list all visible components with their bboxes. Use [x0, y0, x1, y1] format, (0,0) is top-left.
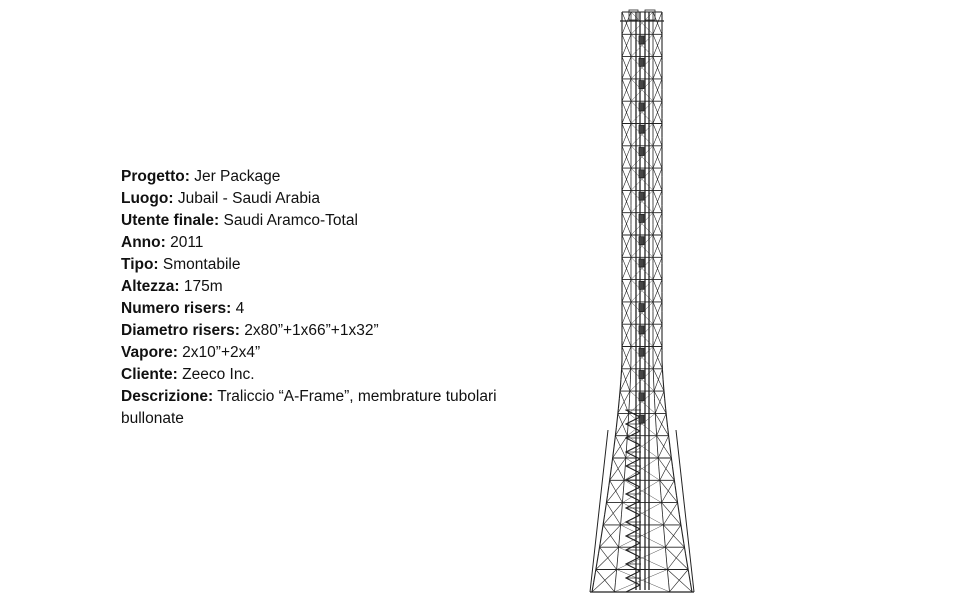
tower-inner-leg — [615, 582, 616, 592]
tower-leg — [600, 534, 602, 544]
tower-leg — [613, 447, 614, 457]
tower-inner-leg — [615, 573, 616, 583]
tower-inner-leg — [657, 447, 658, 457]
tower-leg — [670, 447, 671, 457]
stair-flight — [626, 536, 640, 543]
info-value: Zeeco Inc. — [182, 366, 255, 383]
stair-flight — [626, 431, 640, 438]
tower-inner-leg — [629, 399, 630, 409]
diagonal-brace — [596, 570, 615, 592]
riser-guide — [639, 58, 644, 66]
tower-leg — [682, 534, 684, 544]
diagonal-brace — [603, 525, 619, 547]
tower-lattice — [590, 10, 694, 592]
info-value: 4 — [235, 300, 245, 317]
diagonal-brace — [663, 503, 677, 525]
tower-leg — [616, 418, 617, 428]
tower-inner-leg — [663, 515, 664, 525]
info-value: 2x80”+1x66”+1x32” — [244, 322, 379, 339]
diagonal-brace — [622, 480, 659, 502]
tower-inner-leg — [656, 418, 657, 428]
stair-flight — [626, 494, 640, 501]
stair-flight — [626, 487, 640, 494]
tower-inner-leg — [665, 544, 666, 554]
tower-leg — [608, 486, 609, 496]
diagonal-brace — [657, 413, 666, 435]
tower-inner-leg — [619, 534, 620, 544]
info-value: Jer Package — [194, 168, 281, 185]
riser-guide — [639, 237, 644, 245]
diagonal-brace — [622, 503, 663, 525]
riser-guide — [639, 281, 644, 289]
tower-inner-leg — [660, 486, 661, 496]
flare-tip — [629, 10, 638, 20]
info-row-anno — [121, 232, 541, 254]
info-label: Tipo: — [121, 256, 159, 273]
diagonal-brace — [622, 369, 630, 391]
tower-inner-leg — [616, 563, 617, 573]
tower-inner-leg — [621, 515, 622, 525]
stair-flight — [626, 501, 640, 508]
stair-flight — [626, 480, 640, 487]
riser-guide — [639, 103, 644, 111]
info-row-vapore — [121, 342, 541, 364]
info-label: Utente finale: — [121, 212, 220, 229]
tower-leg — [610, 466, 611, 476]
tower-leg — [679, 515, 680, 525]
riser-guide — [639, 393, 644, 401]
tower-leg — [665, 399, 666, 409]
tower-leg — [678, 505, 679, 515]
tower-leg — [597, 553, 599, 563]
tower-leg — [602, 524, 604, 534]
project-info — [121, 166, 541, 430]
diagonal-brace — [600, 547, 617, 569]
info-value: 175m — [183, 278, 223, 295]
stair-flight — [626, 550, 640, 557]
info-label: Numero risers: — [121, 300, 232, 317]
info-row-utente-finale — [121, 210, 541, 232]
tower-leg — [663, 379, 664, 389]
riser-guide — [639, 81, 644, 89]
info-value: Saudi Aramco-Total — [223, 212, 358, 229]
info-label: Diametro risers: — [121, 322, 240, 339]
stair-flight — [626, 529, 640, 536]
tower-inner-leg — [654, 399, 655, 409]
tower-inner-leg — [617, 553, 618, 563]
info-label: Cliente: — [121, 366, 178, 383]
stair-flight — [626, 557, 640, 564]
riser-guide — [639, 192, 644, 200]
tower-inner-leg — [666, 553, 667, 563]
stair-flight — [626, 508, 640, 515]
stair-flight — [626, 438, 640, 445]
info-row-tipo — [121, 254, 541, 276]
flare-tower-drawing — [560, 0, 760, 600]
tower-leg — [621, 370, 622, 380]
tower-inner-leg — [622, 495, 623, 505]
info-label: Progetto: — [121, 168, 190, 185]
diagonal-brace — [655, 391, 664, 413]
diagonal-brace — [654, 369, 662, 391]
info-label: Altezza: — [121, 278, 180, 295]
info-label: Anno: — [121, 234, 166, 251]
info-value: Traliccio “A-Frame”, membrature tubolari bullonate — [121, 388, 497, 427]
diagonal-brace — [617, 570, 670, 592]
info-value: Smontabile — [162, 256, 241, 273]
info-row-cliente — [121, 364, 541, 386]
riser-guide — [639, 304, 644, 312]
tower-leg — [603, 515, 604, 525]
diagonal-brace — [610, 480, 623, 502]
diagonal-brace — [624, 480, 661, 502]
tower-leg — [675, 486, 676, 496]
tower-inner-leg — [669, 582, 670, 592]
tower-inner-leg — [625, 466, 626, 476]
info-row-diametro-risers — [121, 320, 541, 342]
riser-guide — [639, 214, 644, 222]
riser-guide — [639, 148, 644, 156]
tower-leg — [595, 563, 597, 573]
diagonal-brace — [658, 436, 668, 458]
info-value: 2011 — [170, 234, 204, 251]
diagonal-brace — [615, 570, 668, 592]
tower-inner-leg — [661, 495, 662, 505]
stair-flight — [626, 445, 640, 452]
tower-leg — [667, 418, 668, 428]
diagonal-brace — [665, 525, 681, 547]
diagonal-brace — [617, 547, 666, 569]
diagonal-brace — [606, 503, 620, 525]
tower-leg — [687, 563, 689, 573]
tower-inner-leg — [621, 505, 622, 515]
diagonal-brace — [615, 436, 625, 458]
diagonal-brace — [660, 458, 672, 480]
tower-leg — [620, 379, 621, 389]
tower-leg — [599, 544, 601, 554]
tower-leg — [662, 370, 663, 380]
stair-flight — [626, 459, 640, 466]
tower-inner-leg — [667, 563, 668, 573]
tower-leg — [594, 573, 596, 583]
riser-guide — [639, 371, 644, 379]
diagonal-brace — [667, 547, 684, 569]
stair-flight — [626, 522, 640, 529]
info-row-progetto — [121, 166, 541, 188]
tower-leg — [669, 437, 670, 447]
riser-guide — [639, 125, 644, 133]
info-value: 2x10”+2x4” — [182, 344, 261, 361]
info-label: Descrizione: — [121, 388, 214, 405]
tower-inner-leg — [664, 534, 665, 544]
tower-inner-leg — [659, 466, 660, 476]
info-row-luogo — [121, 188, 541, 210]
tower-leg — [685, 553, 687, 563]
diagonal-brace — [669, 570, 688, 592]
stair-flight — [626, 473, 640, 480]
tower-inner-leg — [657, 437, 658, 447]
info-label: Luogo: — [121, 190, 174, 207]
info-row-altezza — [121, 276, 541, 298]
tower-inner-leg — [668, 573, 669, 583]
stair-flight — [626, 543, 640, 550]
tower-leg — [618, 399, 619, 409]
info-row-numero-risers — [121, 298, 541, 320]
info-row-descrizione — [121, 386, 541, 430]
tower-leg — [681, 524, 683, 534]
info-value: Jubail - Saudi Arabia — [177, 190, 320, 207]
tower-leg — [605, 505, 606, 515]
info-label: Vapore: — [121, 344, 178, 361]
tower-leg — [689, 573, 691, 583]
tower-leg — [684, 544, 686, 554]
tower-leg — [614, 437, 615, 447]
tower-inner-leg — [618, 544, 619, 554]
riser-guide — [639, 326, 644, 334]
riser-guide — [639, 36, 644, 44]
stair-flight — [626, 466, 640, 473]
tower-inner-leg — [662, 505, 663, 515]
diagonal-brace — [613, 458, 625, 480]
tower-inner-leg — [623, 486, 624, 496]
riser-guide — [639, 170, 644, 178]
diagonal-brace — [624, 458, 658, 480]
tower-leg — [672, 466, 673, 476]
riser-guide — [639, 348, 644, 356]
diagonal-brace — [662, 480, 675, 502]
stair-flight — [626, 515, 640, 522]
riser-guide — [639, 259, 644, 267]
